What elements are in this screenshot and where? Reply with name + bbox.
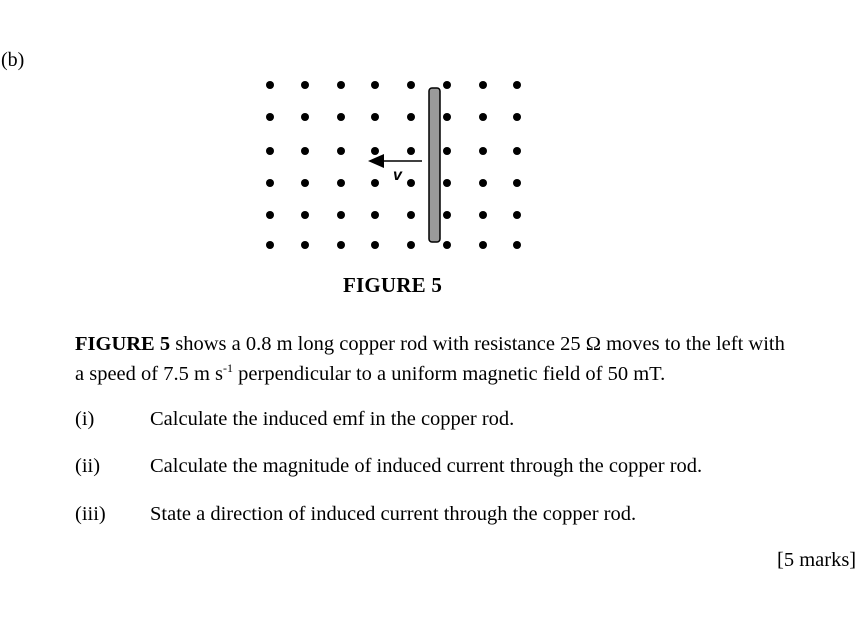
field-dot	[407, 211, 415, 219]
figure-caption: FIGURE 5	[343, 273, 443, 297]
field-dot	[513, 113, 521, 121]
field-dot	[266, 241, 274, 249]
field-dot	[266, 179, 274, 187]
field-dot	[513, 211, 521, 219]
question-number: (i)	[75, 408, 95, 430]
velocity-arrow	[368, 154, 422, 168]
field-dot	[266, 147, 274, 155]
field-dot	[371, 241, 379, 249]
field-dot	[371, 179, 379, 187]
field-dot	[301, 211, 309, 219]
question-number: (iii)	[75, 503, 106, 525]
figure-reference: FIGURE 5	[75, 333, 171, 355]
question-text: Calculate the magnitude of induced current through the copper rod.	[150, 455, 703, 477]
field-dot	[371, 81, 379, 89]
magnetic-field-dots	[266, 81, 521, 249]
field-dot	[443, 241, 451, 249]
field-dot	[371, 147, 379, 155]
field-dot	[371, 113, 379, 121]
field-dot	[371, 211, 379, 219]
field-dot	[479, 211, 487, 219]
field-dot	[301, 81, 309, 89]
field-dot	[513, 147, 521, 155]
field-dot	[301, 241, 309, 249]
velocity-label: v	[393, 167, 402, 184]
part-label: (b)	[1, 49, 25, 71]
field-dot	[407, 179, 415, 187]
field-dot	[301, 113, 309, 121]
field-dot	[407, 113, 415, 121]
question-text: Calculate the induced emf in the copper rod.	[150, 408, 515, 430]
paragraph-text-2: a speed of 7.5 m s	[75, 363, 224, 385]
unit-exponent: -1	[223, 361, 234, 375]
field-dot	[443, 179, 451, 187]
field-dot	[479, 113, 487, 121]
paragraph-text-1: shows a 0.8 m long copper rod with resistance 25 Ω moves to the left with	[170, 333, 785, 355]
field-dot	[301, 179, 309, 187]
field-dot	[266, 81, 274, 89]
field-dot	[479, 179, 487, 187]
question-number: (ii)	[75, 455, 101, 477]
question-paragraph	[75, 329, 865, 389]
field-dot	[337, 113, 345, 121]
field-dot	[479, 147, 487, 155]
field-dot	[337, 81, 345, 89]
field-dot	[479, 81, 487, 89]
field-dot	[407, 81, 415, 89]
field-dot	[513, 81, 521, 89]
field-dot	[337, 211, 345, 219]
marks-label: [5 marks]	[777, 549, 857, 571]
field-dot	[443, 81, 451, 89]
field-dot	[443, 211, 451, 219]
field-dot	[479, 241, 487, 249]
paragraph-text-3: perpendicular to a uniform magnetic field of 50 mT.	[233, 363, 666, 385]
field-dot	[266, 113, 274, 121]
field-dot	[301, 147, 309, 155]
copper-rod	[429, 88, 440, 242]
field-dot	[443, 147, 451, 155]
figure-5-diagram	[0, 0, 865, 300]
field-dot	[407, 147, 415, 155]
field-dot	[513, 241, 521, 249]
field-dot	[337, 179, 345, 187]
field-dot	[513, 179, 521, 187]
field-dot	[443, 113, 451, 121]
field-dot	[266, 211, 274, 219]
field-dot	[337, 147, 345, 155]
question-text: State a direction of induced current through the copper rod.	[150, 503, 637, 525]
field-dot	[337, 241, 345, 249]
field-dot	[407, 241, 415, 249]
